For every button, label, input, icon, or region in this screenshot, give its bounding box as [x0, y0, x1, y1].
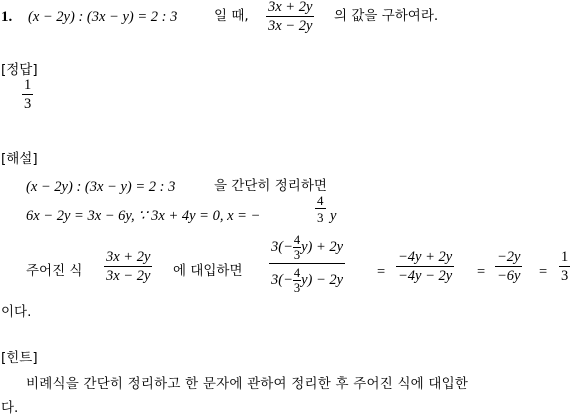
solution-label: [해설]: [1, 151, 38, 167]
problem-when-text: 일 때,: [214, 8, 249, 24]
solution-line3-fraction4: [495, 250, 522, 283]
solution-line2-math: 6x − 2y = 3x − 6y, ∵ 3x + 4y = 0, x = −: [26, 208, 261, 224]
solution-line3-prefix: 주어진 식: [26, 263, 83, 279]
inner-frac-num: 4: [293, 266, 301, 280]
problem-number: 1.: [1, 9, 13, 25]
hint-label: [힌트]: [1, 350, 38, 366]
solution-line2-frac-num: 4: [317, 193, 324, 208]
answer-label: [정답]: [1, 62, 38, 78]
solution-line3-mid: 에 대입하면: [173, 263, 243, 279]
fraction1-denominator: 3x − 2y: [106, 267, 151, 284]
fraction2-numerator: [269, 234, 345, 263]
solution-line1-math: (x − 2y) : (3x − y) = 2 : 3: [26, 179, 176, 195]
equals-sign-1: =: [377, 264, 386, 280]
problem-target-denominator: 3x − 2y: [268, 17, 313, 34]
fraction4-numerator: −2y: [497, 249, 521, 265]
problem-target-fraction: [266, 0, 314, 33]
solution-line2-frac-den: 3: [317, 210, 324, 225]
inner-frac-den: 3: [293, 247, 301, 262]
inner-frac-num: 4: [293, 233, 301, 247]
fraction2-den-part-b: y) − 2y: [301, 271, 344, 288]
fraction2-denominator: [269, 263, 345, 294]
fraction5-denominator: 3: [561, 267, 569, 284]
fraction2-num-part-a: 3(−: [271, 238, 293, 255]
hint-line1: 비례식을 간단히 정리하고 한 문자에 관하여 정리한 후 주어진 식에 대입한: [26, 376, 469, 392]
problem-tail-text: 의 값을 구하여라.: [334, 8, 439, 24]
fraction3-numerator: −4y + 2y: [398, 249, 453, 265]
fraction1-numerator: 3x + 2y: [106, 249, 151, 265]
fraction2-num-part-b: y) + 2y: [301, 238, 344, 255]
answer-denominator: 3: [24, 95, 32, 112]
solution-line3-fraction3: [396, 250, 454, 283]
fraction3-denominator: −4y − 2y: [398, 267, 453, 284]
solution-line1-text: 을 간단히 정리하면: [214, 178, 327, 194]
equals-sign-2: =: [477, 264, 486, 280]
fraction2-den-inner-frac: [293, 267, 301, 294]
solution-line3-fraction5: [559, 250, 570, 283]
fraction4-denominator: −6y: [497, 267, 521, 284]
solution-line4: 이다.: [1, 304, 32, 320]
problem-target-numerator: 3x + 2y: [268, 0, 313, 15]
solution-line2-fraction: [315, 194, 326, 224]
fraction5-numerator: 1: [561, 249, 569, 265]
answer-numerator: 1: [24, 77, 32, 93]
solution-line2-tail: y: [330, 208, 337, 224]
equals-sign-3: =: [539, 264, 548, 280]
solution-line3-fraction2: [269, 234, 345, 294]
inner-frac-den: 3: [293, 280, 301, 295]
hint-line2: 다.: [1, 400, 19, 416]
fraction2-den-part-a: 3(−: [271, 271, 293, 288]
solution-line3-fraction1: [104, 250, 152, 283]
answer-fraction: [22, 78, 33, 111]
problem-condition: (x − 2y) : (3x − y) = 2 : 3: [28, 9, 178, 25]
fraction2-num-inner-frac: [293, 234, 301, 261]
